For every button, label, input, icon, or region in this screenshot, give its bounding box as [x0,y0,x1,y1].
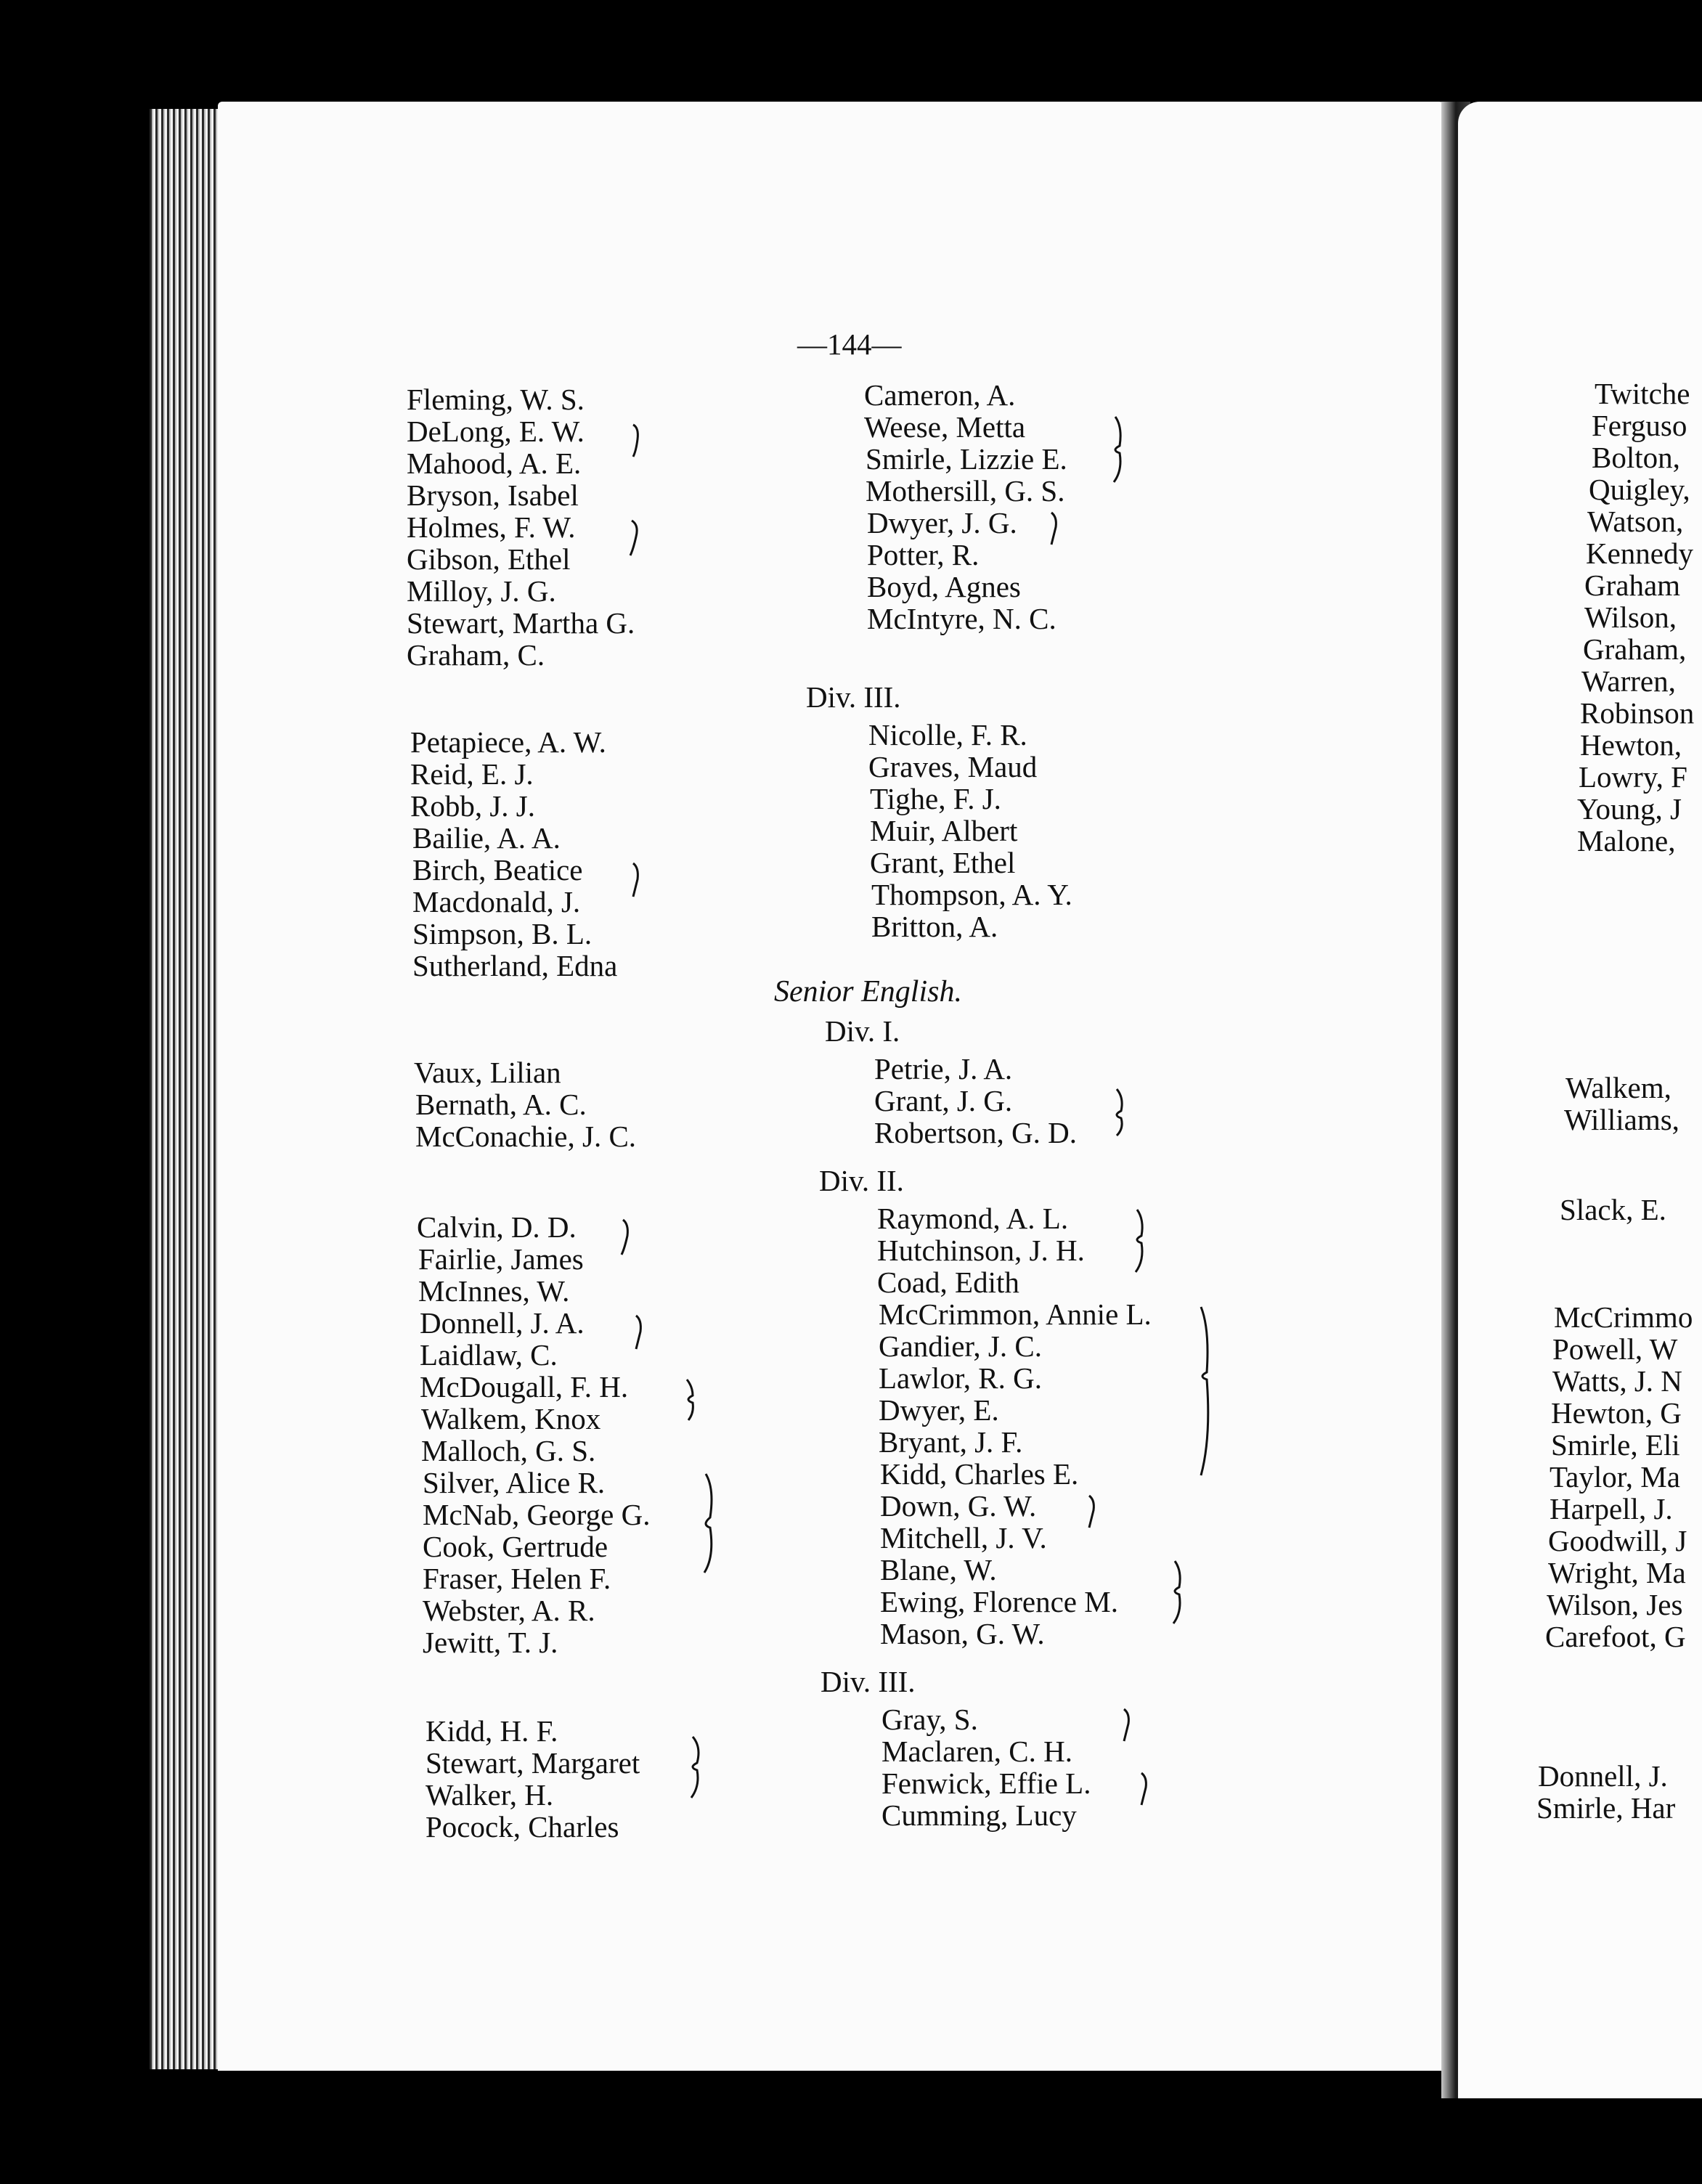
list-item: Gibson, Ethel [407,542,571,576]
list-item: Sutherland, Edna [412,949,618,982]
list-item: Calvin, D. D. [417,1210,577,1244]
list-item: McCrimmon, Annie L. [879,1297,1152,1331]
list-item: Robb, J. J. [410,789,536,823]
list-item: Cameron, A. [864,378,1016,412]
list-item: Fraser, Helen F. [423,1562,611,1595]
list-item: Macdonald, J. [412,885,581,918]
list-item: Bryant, J. F. [879,1425,1023,1459]
list-item: Wilson, Jes [1547,1588,1683,1621]
list-item: Grant, Ethel [870,846,1016,879]
list-item: Jewitt, T. J. [423,1626,558,1659]
list-item: Graham, C. [407,638,545,672]
list-item: Petapiece, A. W. [410,725,606,759]
list-item: Lawlor, R. G. [879,1361,1042,1395]
list-item: Stewart, Martha G. [407,606,635,640]
division-heading: Div. III. [806,680,901,714]
list-item: Graves, Maud [868,750,1038,783]
list-item: Powell, W [1552,1332,1678,1366]
division-heading: Div. III. [821,1665,916,1698]
list-item: Hewton, [1580,728,1682,762]
list-item: Gandier, J. C. [879,1329,1042,1363]
list-item: Weese, Metta [864,410,1026,444]
list-item: Slack, E. [1560,1193,1666,1226]
list-item: Blane, W. [880,1553,997,1586]
list-item: Thompson, A. Y. [871,878,1072,911]
list-item: Watts, J. N [1552,1364,1682,1398]
list-item: Tighe, F. J. [870,782,1001,815]
list-item: Potter, R. [867,538,980,571]
list-item: McNab, George G. [423,1498,651,1531]
list-item: Bolton, [1592,441,1680,474]
list-item: McInnes, W. [418,1274,570,1308]
list-item: Williams, [1564,1103,1679,1136]
list-item: Laidlaw, C. [420,1338,558,1372]
list-item: Malone, [1577,824,1676,857]
list-item: Cook, Gertrude [423,1530,608,1563]
list-item: Birch, Beatice [412,853,583,887]
list-item: Raymond, A. L. [877,1202,1069,1235]
list-item: Holmes, F. W. [407,510,576,544]
list-item: Carefoot, G [1545,1620,1686,1653]
list-item: Graham, [1583,632,1687,666]
list-item: Robinson [1580,696,1695,730]
list-item: Kennedy [1586,537,1694,570]
list-item: Kidd, Charles E. [880,1457,1079,1491]
list-item: Down, G. W. [880,1489,1037,1523]
list-item: Donnell, J. A. [420,1306,585,1340]
list-item: Muir, Albert [870,814,1018,847]
list-item: Mitchell, J. V. [880,1521,1047,1555]
list-item: Ewing, Florence M. [880,1585,1118,1618]
list-item: Watson, [1587,505,1684,538]
list-item: Dwyer, J. G. [867,506,1017,539]
list-item: Gray, S. [881,1703,978,1736]
list-item: Kidd, H. F. [426,1714,558,1748]
list-item: Hutchinson, J. H. [877,1234,1085,1267]
list-item: Warren, [1581,664,1676,698]
list-item: Taylor, Ma [1550,1460,1680,1494]
list-item: McCrimmo [1554,1300,1693,1334]
list-item: Fairlie, James [418,1242,584,1276]
list-item: Smirle, Eli [1551,1428,1680,1462]
list-item: Coad, Edith [877,1266,1019,1299]
list-item: Bernath, A. C. [415,1088,587,1121]
list-item: Graham [1584,569,1681,602]
list-item: McIntyre, N. C. [867,602,1056,635]
division-heading: Div. I. [825,1014,900,1048]
list-item: Pocock, Charles [426,1810,619,1843]
list-item: Britton, A. [871,910,998,943]
list-item: Smirle, Lizzie E. [866,442,1067,476]
list-item: Walkem, Knox [421,1402,601,1435]
list-item: Quigley, [1589,473,1690,506]
list-item: DeLong, E. W. [407,415,585,448]
list-item: Bailie, A. A. [412,821,561,855]
list-item: Cumming, Lucy [881,1798,1077,1832]
list-item: McConachie, J. C. [415,1120,637,1153]
list-item: Twitche [1595,377,1690,410]
list-item: Dwyer, E. [879,1393,999,1427]
list-item: Milloy, J. G. [407,574,556,608]
list-item: Hewton, G [1551,1396,1682,1430]
list-item: Nicolle, F. R. [868,718,1027,751]
list-item: McDougall, F. H. [420,1370,629,1403]
list-item: Petrie, J. A. [874,1052,1013,1085]
list-item: Robertson, G. D. [874,1116,1078,1149]
list-item: Walkem, [1565,1071,1672,1104]
division-heading: Div. II. [819,1164,904,1197]
list-item: Wright, Ma [1548,1556,1686,1589]
list-item: Young, J [1577,792,1682,826]
list-item: Reid, E. J. [410,757,534,791]
list-item: Mothersill, G. S. [866,474,1065,508]
list-item: Malloch, G. S. [421,1434,596,1467]
list-item: Fenwick, Effie L. [881,1767,1091,1800]
list-item: Goodwill, J [1548,1524,1687,1557]
list-item: Grant, J. G. [874,1084,1013,1117]
list-item: Bryson, Isabel [407,478,579,512]
list-item: Vaux, Lilian [414,1056,561,1089]
list-item: Smirle, Har [1536,1791,1676,1825]
list-item: Stewart, Margaret [426,1746,640,1780]
list-item: Walker, H. [426,1778,554,1812]
list-item: Mahood, A. E. [407,447,582,480]
list-item: Webster, A. R. [423,1594,595,1627]
list-item: Donnell, J. [1538,1759,1668,1793]
list-item: Silver, Alice R. [423,1466,606,1499]
list-item: Simpson, B. L. [412,917,593,950]
list-item: Harpell, J. [1550,1492,1673,1525]
list-item: Fleming, W. S. [407,383,585,416]
list-item: Ferguso [1592,409,1687,442]
section-title: Senior English. [774,975,962,1009]
list-item: Wilson, [1584,600,1677,634]
list-item: Maclaren, C. H. [881,1735,1072,1768]
list-item: Mason, G. W. [880,1617,1045,1650]
list-item: Lowry, F [1579,760,1687,794]
list-item: Boyd, Agnes [867,570,1021,603]
page-number: —144— [797,327,902,361]
